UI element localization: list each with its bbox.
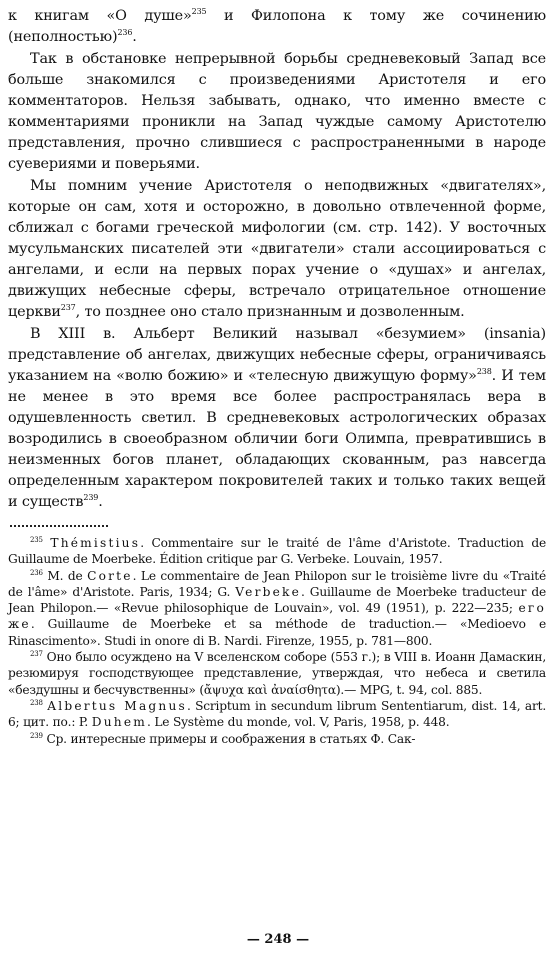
footnote-number: 239 bbox=[30, 731, 43, 740]
footnote-235 bbox=[8, 535, 546, 568]
footnote-238 bbox=[8, 698, 546, 731]
footnote-divider bbox=[10, 525, 108, 527]
footnote-ref-239: 239 bbox=[83, 493, 99, 502]
footnote-text: . Guillaume de Moerbeke traducteur de Jean Philopon.— «Revue philosophique de Louvain», vol. 49 (1951), p. 222—235; bbox=[8, 584, 546, 616]
text-run: . bbox=[98, 494, 103, 510]
text-run: к книгам «О душе» bbox=[8, 8, 192, 24]
footnote-text: . Le commentaire de Jean Philopon sur le troisième livre du «Traité de l'âme» d'Aristote. Paris, 1934; G. bbox=[8, 568, 546, 599]
footnote-ref-238: 238 bbox=[476, 367, 492, 376]
footnote-text: . Commentaire sur le traité de l'âme d'Aristote. Traduction de Guillaume de Moerbeke. Édition critique par G. Verbeke. Louvain, 1957. bbox=[8, 536, 546, 567]
text-run: и Филопона к тому же сочинению (неполностью) bbox=[8, 8, 546, 45]
footnote-number: 237 bbox=[30, 650, 43, 659]
footnote-text: . Le Système du monde, vol. V, Paris, 1958, p. 448. bbox=[147, 715, 450, 730]
footnote-author: Verbeke bbox=[235, 584, 302, 599]
footnote-ref-236: 236 bbox=[117, 28, 133, 37]
footnote-ref-237: 237 bbox=[60, 303, 76, 312]
text-run: В XIII в. Альберт Великий называл «безумием» (insania) представление об ангелах, движущих небесные сферы, ограничиваясь указанием на «волю божию» и «телесную движущую форму» bbox=[8, 326, 546, 384]
text-run: . bbox=[132, 29, 137, 45]
footnote-text: M. de bbox=[47, 568, 88, 583]
footnote-author: Duhem bbox=[91, 715, 148, 730]
footnote-text: Ср. интересные примеры и соображения в статьях Ф. Сак- bbox=[46, 731, 416, 746]
footnote-author: Albertus Magnus bbox=[47, 698, 187, 713]
paragraph-3 bbox=[8, 176, 546, 323]
footnotes bbox=[8, 535, 546, 747]
footnote-number: 235 bbox=[30, 536, 43, 544]
footnote-236 bbox=[8, 568, 546, 649]
footnote-237 bbox=[8, 649, 546, 698]
paragraph-4 bbox=[8, 324, 546, 513]
footnote-author: его же bbox=[8, 601, 546, 632]
footnote-ref-235: 235 bbox=[191, 7, 207, 16]
footnote-text: Оно было осуждено на V вселенском соборе (553 г.); в VIII в. Иоанн Дамаскин, резюмируя господствующее представление, утверждая, что небеса и светила «бездушны и бесчувственны» (ἄψυχα καὶ ἀναίσθητα).— MPG, t. 94, col. 885. bbox=[8, 650, 546, 697]
paragraph-2: Так в обстановке непрерывной борьбы средневековый Запад все больше знакомился с произведениями Аристотеля и его комментаторов. Нельзя забывать, однако, что именно вместе с комментариями проникли на Запад чуждые самому Аристотелю представления, прочно слившиеся с распространенными в народе суевериями и поверьями. bbox=[8, 51, 546, 172]
footnote-number: 236 bbox=[30, 568, 43, 577]
paragraph-1 bbox=[8, 6, 546, 48]
footnote-239 bbox=[8, 731, 546, 747]
footnote-author: Thémistius bbox=[50, 536, 141, 550]
text-run: Мы помним учение Аристотеля о неподвижных «двигателях», которые он сам, хотя и осторожно, в довольно отвлеченной форме, сближал с богами греческой мифологии (см. стр. 142). У восточных мусульманских писателей эти «двигатели» стали ассоциироваться с ангелами, и если на первых порах учение о «душах» и ангелах, движущих небесные сферы, встречало отрицательное отношение церкви bbox=[8, 178, 546, 320]
footnote-author: Corte bbox=[87, 568, 133, 583]
main-text bbox=[8, 6, 546, 513]
page-number: — 248 — bbox=[246, 932, 310, 947]
footnote-text: . Scriptum in secundum librum Sententiarum, dist. 14, art. 6; цит. по.: P. bbox=[8, 698, 546, 730]
footnote-text: . Guillaume de Moerbeke et sa méthode de traduction.— «Medioevo e Rinascimento». Studi in onore di B. Nardi. Firenze, 1955, p. 781—800. bbox=[8, 617, 546, 648]
text-run: , то позднее оно стало признанным и дозволенным. bbox=[75, 304, 465, 320]
footnote-number: 238 bbox=[30, 698, 43, 707]
text-run: . И тем не менее в это время все более распространялась вера в одушевленность светил. В средневековых астрологических образах возродились в своеобразном обличии боги Олимпа, превратившись в неизменных богов планет, обладающих скованным, раз навсегда определенным характером покровителей таких и только таких вещей и существ bbox=[8, 368, 546, 510]
